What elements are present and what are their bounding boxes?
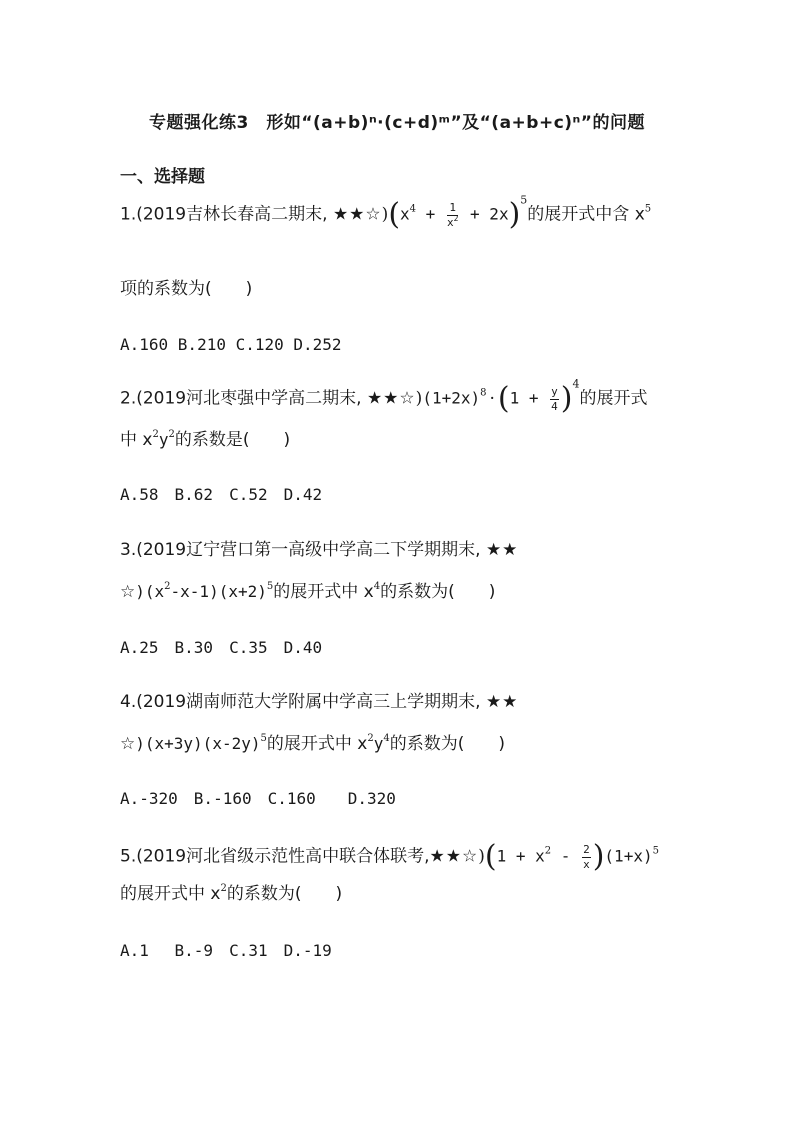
question-5: [120, 839, 659, 874]
q1-term-a: x: [400, 204, 410, 224]
q2-one-plus: 1 +: [509, 388, 549, 408]
q3-expr1: )(x: [135, 582, 165, 601]
q2-fraction: [550, 386, 559, 413]
q4-post: 的系数为( ): [389, 734, 505, 754]
q1-outer-exp: 5: [520, 193, 528, 207]
q2-dot: ·: [489, 388, 495, 409]
q5-options: A.1 B.-9 C.31 D.-19: [120, 941, 332, 960]
q4-expr: )(x+3y)(x-2y): [135, 734, 261, 753]
q5-line2-pre: 的展开式中 x: [120, 884, 221, 904]
q2-line2-exp2: 2: [168, 429, 175, 440]
q1-term-a-exp: 4: [409, 203, 417, 215]
q1-options: A.160 B.210 C.120 D.252: [120, 335, 342, 354]
q5-right-paren: ): [592, 839, 605, 874]
q2-close: ): [415, 388, 423, 409]
q2-left-paren: (: [497, 381, 510, 416]
q5-close: ): [478, 846, 485, 867]
q1-fraction: [447, 202, 458, 229]
q5-stars: ★★☆: [429, 846, 479, 867]
q3-expr2: -x-1)(x+2): [170, 582, 267, 601]
q1-close: ): [381, 204, 389, 225]
q4-options: A.-320 B.-160 C.160 D.320: [120, 789, 396, 808]
q5-factor2-exp: 5: [652, 845, 659, 857]
q2-frac-num: y: [551, 384, 558, 398]
q5-lead: 5.(2019河北省级示范性高中联合体联考,: [120, 846, 430, 867]
section-heading: 一、选择题: [120, 167, 205, 187]
q3-star-empty: ☆: [120, 582, 136, 602]
q1-right-paren: ): [508, 197, 521, 232]
q4-expr-exp: 5: [260, 733, 267, 744]
q5-minus: -: [551, 846, 581, 866]
q1-line2: 项的系数为( ): [120, 279, 253, 299]
q4-tail-exp1: 2: [367, 733, 374, 744]
q1-frac-den-base: x: [446, 215, 454, 229]
q1-lead: 1.(2019吉林长春高二期末,: [120, 204, 328, 225]
question-3: [120, 542, 518, 559]
q4-tail-mid: y: [373, 734, 384, 753]
q4-star-empty: ☆: [120, 734, 136, 754]
q2-line2: [120, 429, 291, 450]
q2-tail: 的展开式: [579, 388, 648, 409]
question-1: [120, 193, 652, 232]
q1-frac-den-exp: 2: [453, 213, 459, 223]
q5-line2: [120, 883, 343, 904]
q2-frac-den: 4: [551, 399, 558, 413]
page-title: 专题强化练3 形如“(a+b)ⁿ·(c+d)ᵐ”及“(a+b+c)ⁿ”的问题: [149, 113, 645, 133]
q5-line2-exp: 2: [220, 883, 227, 894]
q1-left-paren: (: [388, 197, 401, 232]
q2-line2-pre: 中 x: [120, 430, 153, 450]
q2-outer-exp: 4: [572, 377, 580, 391]
q5-inner-exp: 2: [544, 845, 552, 857]
q4-tail-exp2: 4: [383, 733, 390, 744]
q3-lead: 3.(2019辽宁营口第一高级中学高二下学期期末,: [120, 540, 481, 560]
q4-tail: 的展开式中 x: [266, 734, 368, 754]
q1-frac-den: [446, 213, 459, 229]
q5-factor2: (1+x): [604, 846, 653, 866]
q2-lead: 2.(2019河北枣强中学高二期末,: [120, 388, 362, 409]
q3-expr1-exp: 2: [164, 581, 171, 592]
q3-tail-exp: 4: [373, 581, 381, 592]
q4-line2: [120, 733, 505, 754]
q2-options: A.58 B.62 C.52 D.42: [120, 485, 323, 504]
q2-line2-post: 的系数是( ): [174, 430, 291, 450]
q3-post: 的系数为( ): [380, 582, 496, 602]
question-4: [120, 694, 518, 711]
q2-factor1-exp: 8: [480, 387, 487, 399]
q5-left-paren: (: [484, 839, 497, 874]
q3-options: A.25 B.30 C.35 D.40: [120, 638, 323, 657]
q1-plus1: +: [416, 204, 445, 224]
q5-line2-post: 的系数为( ): [226, 884, 343, 904]
q2-line2-exp1: 2: [152, 429, 159, 440]
q3-expr2-exp: 5: [266, 581, 274, 592]
q2-line2-mid: y: [158, 430, 169, 449]
q4-lead: 4.(2019湖南师范大学附属中学高三上学期期末,: [120, 692, 481, 712]
q1-plus2: + 2x: [460, 204, 509, 224]
q4-stars: ★★: [485, 692, 519, 712]
q5-frac-num: 2: [583, 842, 590, 856]
q3-tail: 的展开式中 x: [273, 582, 374, 602]
q3-line2: [120, 581, 496, 602]
question-2: [120, 377, 648, 416]
q2-stars: ★★☆: [366, 388, 416, 409]
q2-factor1: (1+2x): [422, 388, 481, 408]
q1-tail-exp: 5: [644, 203, 652, 215]
q1-frac-num: 1: [447, 202, 458, 216]
q5-frac-den: x: [583, 857, 590, 871]
q2-right-paren: ): [560, 381, 573, 416]
q5-fraction: [582, 844, 591, 871]
q1-stars: ★★☆: [332, 204, 382, 225]
q1-tail: 的展开式中含 x: [527, 204, 645, 225]
q3-stars: ★★: [485, 540, 519, 560]
q5-inner-pre: 1 + x: [496, 846, 545, 866]
